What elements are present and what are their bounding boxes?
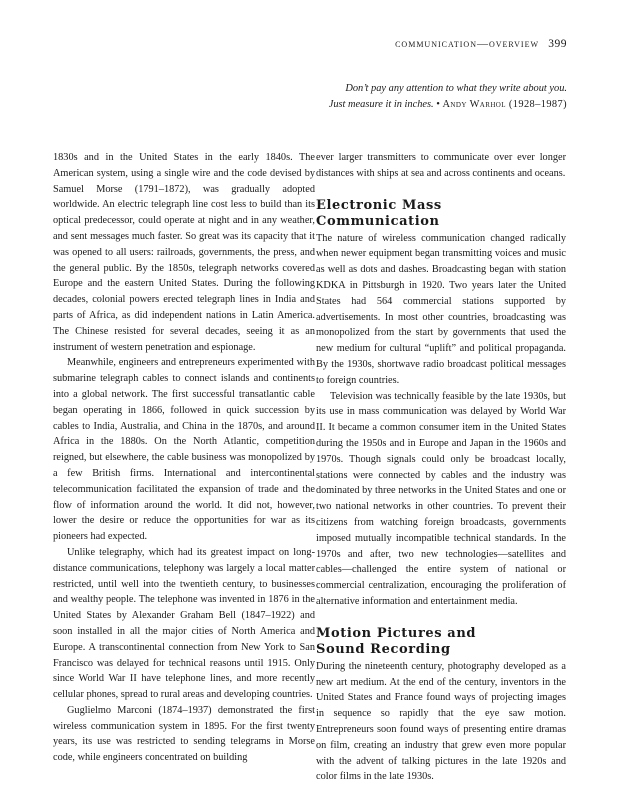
section-heading-electronic-mass-communication (316, 198, 566, 230)
heading-line: Communication (316, 213, 440, 229)
running-head-section: communication—overview (395, 38, 539, 50)
page-number: 399 (548, 38, 567, 50)
epigraph-quote-line2: Just measure it in inches. (328, 99, 434, 110)
body-paragraph: 1830s and in the United States in the early 1840s. The American system, using a single wire and the code devised by Samuel Morse (1791–1872), was gradually adopted worldwide. An electric telegraph line cost less to build than its optical predecessor, could operate at night and in any weather, and sent messages much faster. So great was its capacity that it was opened to all users: railroads, governments, the press, and the general public. By the 1850s, telegraph networks covered Europe and the eastern United States. During the following decades, colonial powers erected telegraph lines in India and parts of Africa, as did independent nations in Latin America. The Chinese resisted for several decades, seeing it as an instrument of western penetration and espionage. (53, 152, 315, 353)
body-paragraph: Meanwhile, engineers and entrepreneurs experimented with submarine telegraph cables to connect islands and continents into a global network. The first successful transatlantic cable began operating in 1866, followed in quick succession by cables to India, Australia, and China in the 1870s, and around Africa in the 1880s. On the North Atlantic, competition reigned, but elsewhere, the cable business was monopolized by a few British firms. International and intercontinental telecommunication facilitated the expansion of trade and the flow of information around the world. It did not, however, lower the desire or reduce the opportunities for war as its pioneers had expected. (53, 357, 315, 543)
epigraph-attribution: Andy Warhol (1928–1987) (442, 99, 567, 110)
epigraph-bullet: • (436, 99, 440, 110)
heading-line: Electronic Mass (316, 197, 442, 213)
section-heading-motion-pictures (316, 626, 566, 658)
body-paragraph: Unlike telegraphy, which had its greatest impact on long-distance communications, telephony was largely a local matter restricted, until well into the twentieth century, to businesses and wealthy people. The telephone was invented in 1876 in the United States by Alexander Graham Bell (1847–1922) and soon installed in all the major cities of North America and Europe. A transcontinental connection from New York to San Francisco was delayed for technical reasons until 1915. Only since World War II have telephone lines, and more recently cellular phones, spread to rural areas and developing countries. (53, 546, 315, 701)
body-paragraph: The nature of wireless communication changed radically when newer equipment began transmitting voices and music as well as dots and dashes. Broadcasting began with station KDKA in Pittsburgh in 1920. Two years later the United States had 564 commercial stations supported by advertisements. In most other countries, broadcasting was monopolized from the start by governments that used the new medium for cultural “uplift” and political propaganda. By the 1930s, shortwave radio broadcast political messages to foreign countries. (316, 232, 566, 386)
body-paragraph: ever larger transmitters to communicate over ever longer distances with ships at sea and across continents and oceans. (316, 152, 566, 179)
body-paragraph: During the nineteenth century, photography developed as a new art medium. At the end of the century, inventors in the United States and France found ways of projecting images in sequence so rapidly that the eye saw motion. Entrepreneurs soon found ways of presenting entire dramas on film, creating an industry that grew even more popular with the advent of talking pictures in the late 1920s and color films in the late 1930s. (316, 660, 566, 783)
epigraph-quote-line1: Don’t pay any attention to what they write about you. (345, 83, 567, 94)
running-head (395, 38, 567, 50)
body-paragraph: Guglielmo Marconi (1874–1937) demonstrated the first wireless communication system in 1895. For the first twenty years, its use was restricted to sending telegrams in Morse code, while engineers concentrated on building (53, 704, 315, 764)
epigraph (237, 81, 567, 113)
left-column (53, 150, 315, 766)
right-column (316, 150, 566, 785)
heading-line: Motion Pictures and (316, 625, 477, 641)
heading-line: Sound Recording (316, 641, 451, 657)
body-paragraph: Television was technically feasible by the late 1930s, but its use in mass communication was delayed by World War II. It became a common consumer item in the United States during the 1950s and in Europe and Japan in the 1960s and 1970s. Though signals could only be broadcast locally, stations were connected by cables and the industry was dominated by three networks in the United States and one or two national networks in other countries. To prevent their citizens from watching foreign broadcasts, governments imposed mutually incompatible technical standards. In the 1970s and after, two new technologies—satellites and cables—challenged the entire system of national or commercial centralization, encouraging the proliferation of alternative information and entertainment media. (316, 390, 566, 607)
